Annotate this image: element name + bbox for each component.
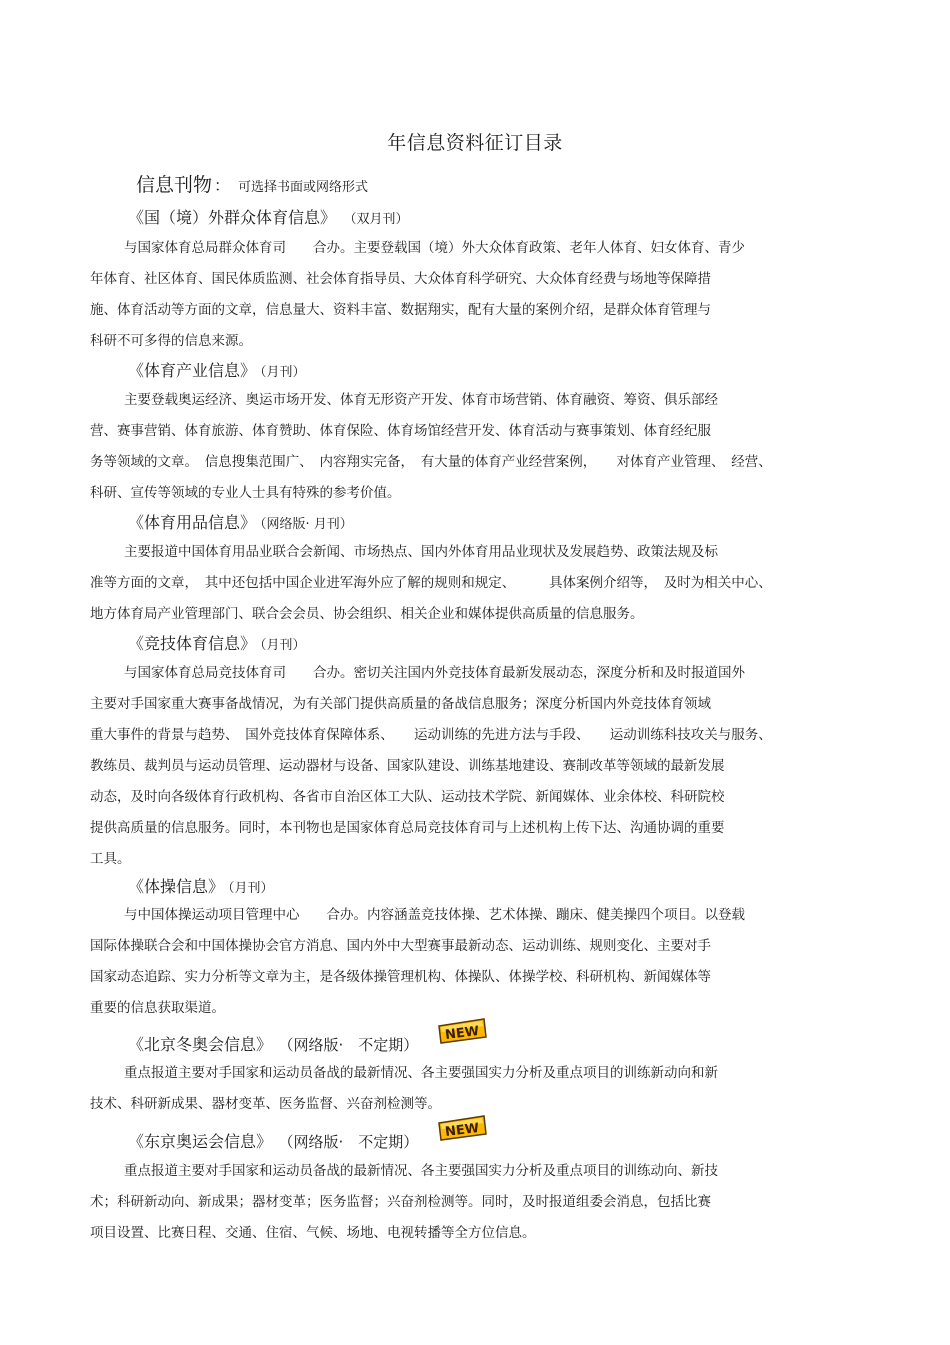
item-frequency: （网络版· 不定期） [286, 1133, 419, 1151]
item-name: 《国（境）外群众体育信息》 [128, 208, 337, 227]
description-line: 国家动态追踪、实力分析等文章为主，是各级体操管理机构、体操队、体操学校、科研机构、新闻媒体等 [90, 969, 711, 985]
page-title: 年信息资料征订目录 [387, 132, 563, 154]
description-line: 工具。 [90, 851, 131, 867]
item-title [128, 1120, 487, 1152]
item-description [90, 542, 870, 635]
category-name: 信息刊物 [136, 174, 213, 196]
item-frequency: （双月刊） [350, 212, 409, 227]
new-badge-graphic [437, 1115, 487, 1141]
item-name: 《北京冬奥会信息》 [128, 1035, 273, 1054]
description-line: 施、体育活动等方面的文章，信息量大、资料丰富、数据翔实，配有大量的案例介绍，是群众体育管理与 [90, 302, 711, 318]
item-description [90, 238, 870, 362]
item-description [90, 905, 870, 1029]
description-line: 重点报道主要对手国家和运动员备战的最新情况、各主要强国实力分析及重点项目的训练动向、新技 [124, 1163, 718, 1179]
description-line: 准等方面的文章， 其中还包括中国企业进军海外应了解的规则和规定、 具体案例介绍等， 及时为相关中心、 [90, 575, 772, 591]
item-name: 《竞技体育信息》 [128, 634, 257, 653]
description-line: 重要的信息获取渠道。 [90, 1000, 225, 1016]
description-line: 动态，及时向各级体育行政机构、各省市自治区体工大队、运动技术学院、新闻媒体、业余体校、科研院校 [90, 789, 725, 805]
description-line: 项目设置、比赛日程、交通、住宿、气候、场地、电视转播等全方位信息。 [90, 1225, 536, 1241]
new-badge-icon [437, 1018, 487, 1048]
item-title [128, 358, 306, 381]
item-frequency: （月刊） [228, 881, 274, 896]
new-badge-icon [437, 1115, 487, 1145]
description-line: 营、赛事营销、体育旅游、体育赞助、体育保险、体育场馆经营开发、体育活动与赛事策划、体育经纪服 [90, 423, 711, 439]
description-line: 主要对手国家重大赛事备战情况，为有关部门提供高质量的备战信息服务；深度分析国内外竞技体育领域 [90, 696, 711, 712]
new-badge-text: NEW [444, 1120, 481, 1141]
description-line: 重大事件的背景与趋势、 国外竞技体育保障体系、 运动训练的先进方法与手段、 运动训练科技攻关与服务、 [90, 727, 772, 743]
item-title [128, 631, 306, 654]
description-line: 地方体育局产业管理部门、联合会会员、协会组织、相关企业和媒体提供高质量的信息服务。 [90, 606, 644, 622]
description-line: 与国家体育总局群众体育司 合办。主要登载国（境）外大众体育政策、老年人体育、妇女体育、青少 [124, 240, 745, 256]
description-line: 术；科研新动向、新成果；器材变革；医务监督；兴奋剂检测等。同时，及时报道组委会消息，包括比赛 [90, 1194, 711, 1210]
description-line: 重点报道主要对手国家和运动员备战的最新情况、各主要强国实力分析及重点项目的训练新动向和新 [124, 1065, 718, 1081]
item-name: 《体操信息》 [128, 877, 225, 896]
description-line: 教练员、裁判员与运动员管理、运动器材与设备、国家队建设、训练基地建设、赛制改革等领域的最新发展 [90, 758, 725, 774]
description-line: 科研、宣传等领域的专业人士具有特殊的参考价值。 [90, 485, 401, 501]
description-line: 主要登载奥运经济、奥运市场开发、体育无形资产开发、体育市场营销、体育融资、筹资、俱乐部经 [124, 392, 718, 408]
item-title [128, 510, 353, 533]
item-title [128, 205, 409, 228]
description-line: 年体育、社区体育、国民体质监测、社会体育指导员、大众体育科学研究、大众体育经费与场地等保障措 [90, 271, 711, 287]
item-name: 《体育用品信息》 [128, 513, 257, 532]
description-line: 科研不可多得的信息来源。 [90, 333, 252, 349]
description-line: 与中国体操运动项目管理中心 合办。内容涵盖竞技体操、艺术体操、蹦床、健美操四个项目。以登载 [124, 907, 745, 923]
item-frequency: （月刊） [260, 638, 306, 653]
category-note: 可选择书面或网络形式 [238, 180, 369, 195]
description-line: 提供高质量的信息服务。同时，本刊物也是国家体育总局竞技体育司与上述机构上传下达、沟通协调的重要 [90, 820, 725, 836]
new-badge-graphic [437, 1018, 487, 1044]
description-line: 主要报道中国体育用品业联合会新闻、市场热点、国内外体育用品业现状及发展趋势、政策法规及标 [124, 544, 718, 560]
item-name: 《东京奥运会信息》 [128, 1132, 273, 1151]
item-frequency: （月刊） [260, 365, 306, 380]
description-line: 技术、科研新成果、器材变革、医务监督、兴奋剂检测等。 [90, 1096, 441, 1112]
item-name: 《体育产业信息》 [128, 361, 257, 380]
description-line: 与国家体育总局竞技体育司 合办。密切关注国内外竞技体育最新发展动态，深度分析和及时报道国外 [124, 665, 745, 681]
item-frequency: （网络版· 月刊） [260, 517, 353, 532]
description-line: 国际体操联合会和中国体操协会官方消息、国内外中大型赛事最新动态、运动训练、规则变化、主要对手 [90, 938, 711, 954]
description-line: 务等领域的文章。 信息搜集范围广、 内容翔实完备， 有大量的体育产业经营案例， 对体育产业管理、 经营、 [90, 454, 772, 470]
category-colon: ： [214, 176, 231, 195]
item-frequency: （网络版· 不定期） [286, 1036, 419, 1054]
category-heading [136, 170, 368, 197]
new-badge-text: NEW [444, 1023, 481, 1044]
item-description [90, 1161, 870, 1254]
item-description [90, 390, 870, 514]
item-title [128, 1023, 487, 1055]
item-title [128, 874, 274, 897]
item-description [90, 663, 870, 880]
